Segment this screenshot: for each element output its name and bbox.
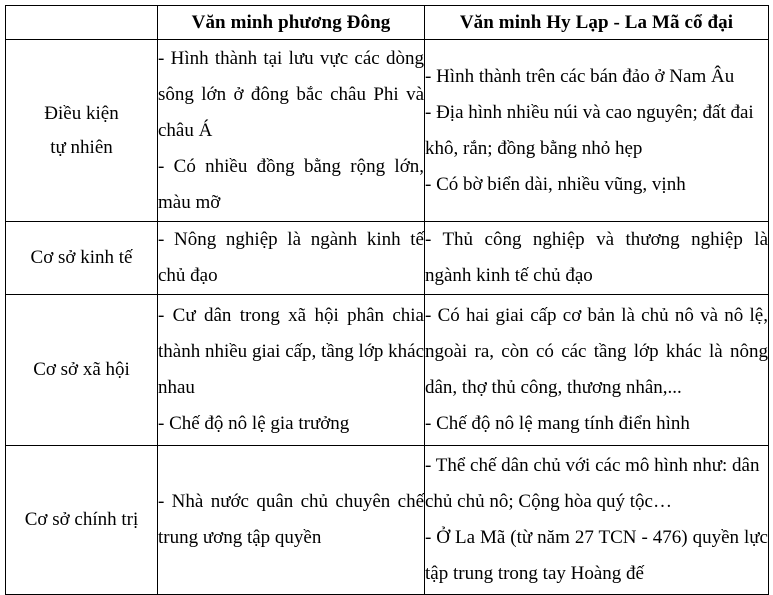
bullet-item: - Thể chế dân chủ với các mô hình như: dân chủ chủ nô; Cộng hòa quý tộc… xyxy=(425,455,760,512)
header-cell-west: Văn minh Hy Lạp - La Mã cổ đại xyxy=(425,6,769,40)
table-row xyxy=(6,446,769,595)
bullet-item: - Thủ công nghiệp và thương nghiệp là ngành kinh tế chủ đạo xyxy=(425,229,768,286)
row-label-natural-conditions xyxy=(6,40,158,222)
bullet-item: - Chế độ nô lệ gia trưởng xyxy=(158,413,350,434)
cell-east-social-basis xyxy=(158,295,425,446)
table-body xyxy=(6,40,769,595)
table-row xyxy=(6,40,769,222)
row-label-line: Cơ sở xã hội xyxy=(33,359,130,380)
bullet-item: - Nhà nước quân chủ chuyên chế trung ương tập quyền xyxy=(158,491,424,548)
bullet-item: - Địa hình nhiều núi và cao nguyên; đất đai khô, rắn; đồng bằng nhỏ hẹp xyxy=(425,101,754,159)
cell-west-natural-conditions xyxy=(425,40,769,222)
bullet-item: - Hình thành tại lưu vực các dòng sông lớn ở đông bắc châu Phi và châu Á xyxy=(158,47,424,141)
cell-east-political-basis xyxy=(158,446,425,595)
bullet-item: - Hình thành trên các bán đảo ở Nam Âu xyxy=(425,65,735,87)
cell-east-economic-basis xyxy=(158,222,425,295)
row-label-line: tự nhiên xyxy=(50,136,113,158)
header-cell-east: Văn minh phương Đông xyxy=(158,6,425,40)
row-label-line: Cơ sở kinh tế xyxy=(30,247,133,268)
row-label-social-basis xyxy=(6,295,158,446)
bullet-item: - Có hai giai cấp cơ bản là chủ nô và nô lệ, ngoài ra, còn có các tầng lớp khác là nông dân, thợ thủ công, thương nhân,... xyxy=(425,305,768,398)
bullet-item: - Nông nghiệp là ngành kinh tế chủ đạo xyxy=(158,229,424,286)
row-label-political-basis xyxy=(6,446,158,595)
bullet-item: - Có nhiều đồng bằng rộng lớn, màu mỡ xyxy=(158,155,424,213)
row-label-line: Cơ sở chính trị xyxy=(24,509,139,530)
row-label-line: Điều kiện xyxy=(44,102,119,124)
cell-west-political-basis xyxy=(425,446,769,595)
cell-west-economic-basis xyxy=(425,222,769,295)
cell-west-social-basis xyxy=(425,295,769,446)
cell-east-natural-conditions xyxy=(158,40,425,222)
header-cell-criterion xyxy=(6,6,158,40)
table-head xyxy=(6,6,769,40)
bullet-item: - Ở La Mã (từ năm 27 TCN - 476) quyền lực tập trung trong tay Hoàng đế xyxy=(425,527,768,584)
comparison-table xyxy=(5,5,769,595)
table-row xyxy=(6,222,769,295)
row-label-economic-basis xyxy=(6,222,158,295)
bullet-item: - Cư dân trong xã hội phân chia thành nhiều giai cấp, tầng lớp khác nhau xyxy=(158,305,424,398)
table-header-row xyxy=(6,6,769,40)
bullet-item: - Có bờ biển dài, nhiều vũng, vịnh xyxy=(425,173,686,195)
table-row xyxy=(6,295,769,446)
bullet-item: - Chế độ nô lệ mang tính điển hình xyxy=(425,413,690,434)
